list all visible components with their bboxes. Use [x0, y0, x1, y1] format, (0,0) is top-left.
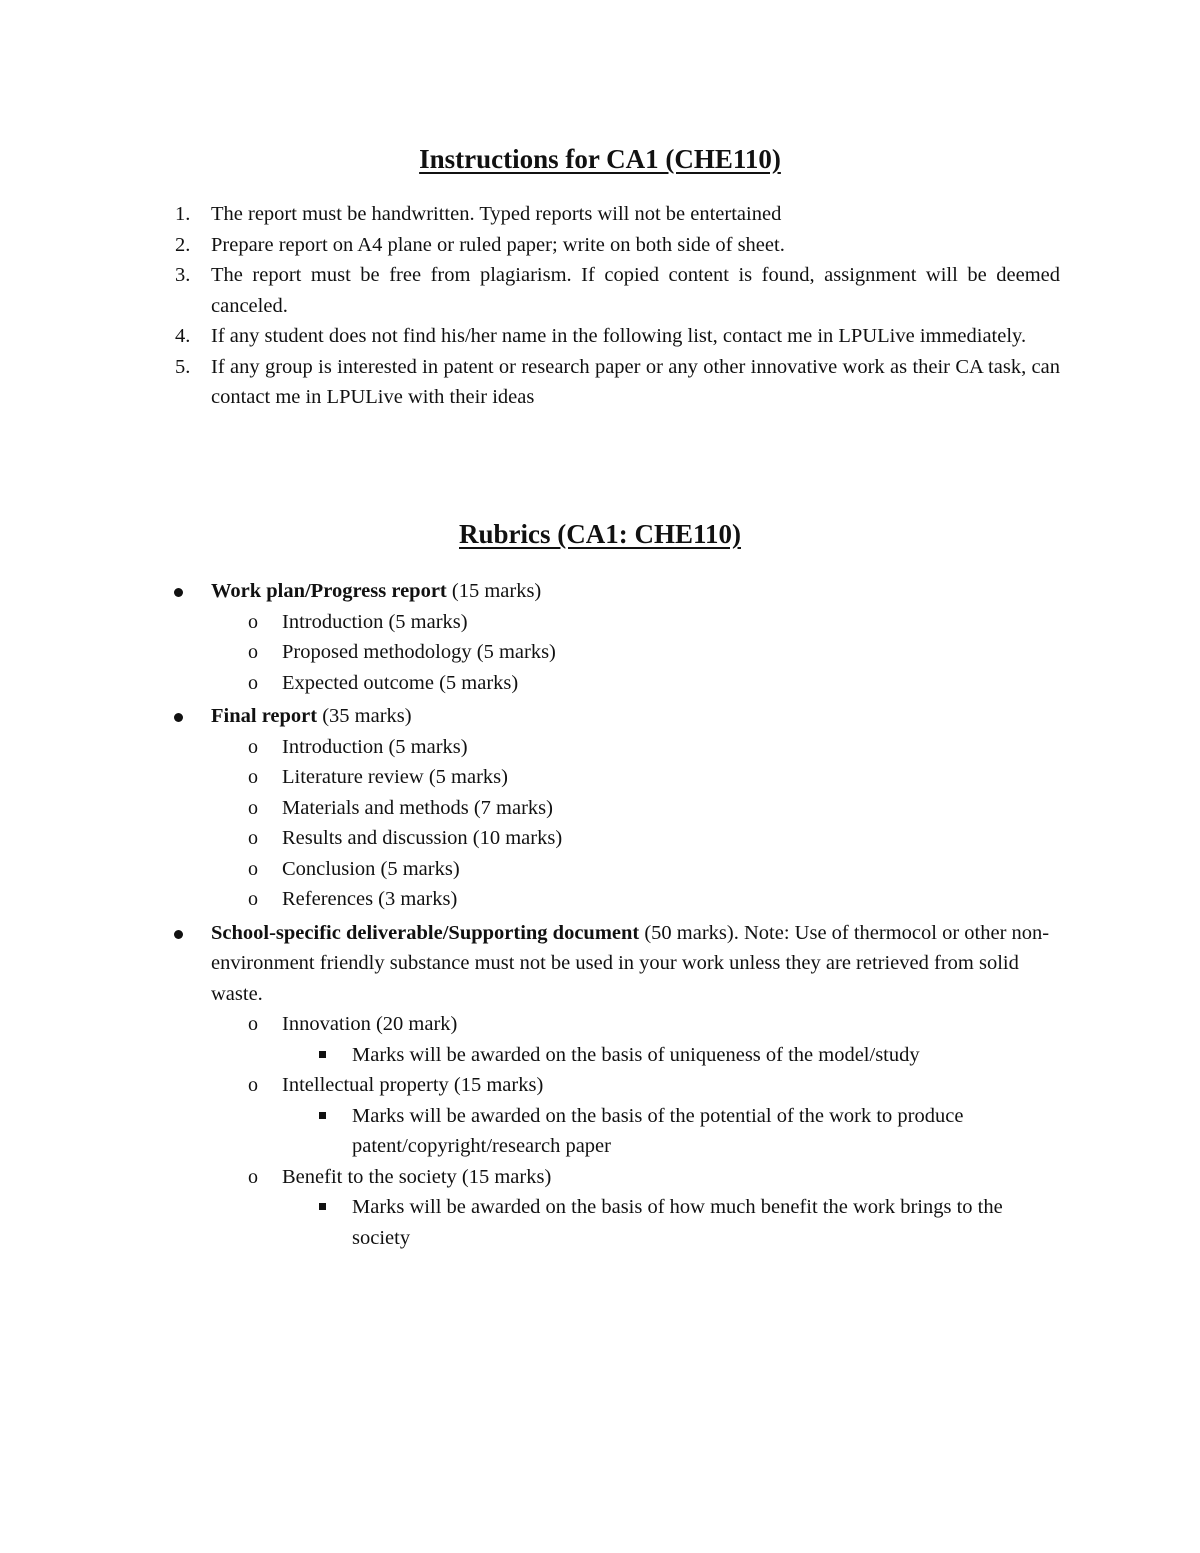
circle-bullet-icon: o: [248, 735, 258, 758]
item-number: 1.: [175, 203, 191, 225]
detail-list: [0, 1192, 1060, 1253]
sub-criterion-text: Expected outcome (5 marks): [282, 671, 519, 694]
detail-text: Marks will be awarded on the basis of how much benefit the work brings to the society: [352, 1196, 1003, 1249]
rubric-section-school-specific: [0, 918, 1060, 1254]
detail-item: [0, 1101, 1060, 1162]
detail-list: [0, 1101, 1060, 1162]
instructions-list: [0, 199, 1200, 413]
item-text: If any group is interested in patent or research paper or any other innovative work as their CA task, can contact me in LPULive with their ideas: [211, 355, 1060, 408]
disc-bullet-icon: [174, 713, 183, 722]
section-marks: (50 marks). Note: Use of thermocol or other non-environment friendly substance must not be used in your work unless they are retrieved from solid waste.: [211, 921, 1050, 1005]
circle-bullet-icon: o: [248, 671, 258, 694]
instructions-title: Instructions for CA1 (CHE110): [419, 144, 781, 174]
rubric-section-final-report: [0, 701, 1060, 915]
sub-criterion: [0, 823, 1060, 854]
square-bullet-icon: [319, 1112, 326, 1119]
instruction-item: [0, 321, 1060, 352]
instruction-item: [0, 230, 1060, 261]
detail-item: [0, 1192, 1060, 1253]
sub-criteria-list: [0, 732, 1060, 915]
sub-criterion-text: Proposed methodology (5 marks): [282, 641, 556, 663]
item-text: The report must be handwritten. Typed reports will not be entertained: [211, 203, 782, 225]
square-bullet-icon: [319, 1203, 326, 1210]
item-number: 4.: [175, 325, 191, 347]
circle-bullet-icon: o: [248, 796, 258, 819]
item-text: Prepare report on A4 plane or ruled paper; write on both side of sheet.: [211, 233, 785, 256]
circle-bullet-icon: o: [248, 888, 258, 910]
item-number: 3.: [175, 264, 191, 286]
circle-bullet-icon: o: [248, 1013, 258, 1035]
section-label: School-specific deliverable/Supporting document: [211, 921, 640, 944]
rubrics-list: [0, 576, 1200, 1256]
circle-bullet-icon: o: [248, 857, 258, 880]
instruction-item: [0, 199, 1060, 230]
disc-bullet-icon: [174, 588, 183, 597]
sub-criterion-text: Introduction (5 marks): [282, 735, 468, 758]
circle-bullet-icon: o: [248, 1074, 258, 1096]
square-bullet-icon: [319, 1051, 326, 1058]
instruction-item: [0, 260, 1060, 321]
sub-criteria-list: [0, 607, 1060, 699]
disc-bullet-icon: [174, 930, 183, 939]
detail-text: Marks will be awarded on the basis of uniqueness of the model/study: [352, 1043, 920, 1066]
sub-criterion: [0, 1070, 1060, 1162]
item-number: 5.: [175, 355, 191, 378]
sub-criterion-text: Results and discussion (10 marks): [282, 827, 563, 849]
item-text: If any student does not find his/her name in the following list, contact me in LPULive immediately.: [211, 325, 1027, 347]
rubrics-title: Rubrics (CA1: CHE110): [459, 519, 741, 549]
detail-item: [0, 1040, 1060, 1071]
sub-criterion-text: Materials and methods (7 marks): [282, 796, 553, 819]
sub-criterion: [0, 1009, 1060, 1070]
item-number: 2.: [175, 233, 191, 256]
section-marks: (15 marks): [446, 580, 542, 602]
section-label: Final report: [211, 705, 318, 727]
sub-criterion: [0, 854, 1060, 885]
sub-criterion-text: References (3 marks): [282, 888, 458, 910]
section-label: Work plan/Progress report: [211, 580, 447, 602]
sub-criterion: [0, 732, 1060, 763]
sub-criterion-text: Intellectual property (15 marks): [282, 1074, 544, 1096]
sub-criterion: [0, 793, 1060, 824]
circle-bullet-icon: o: [248, 610, 258, 633]
instruction-item: [0, 352, 1060, 413]
circle-bullet-icon: o: [248, 641, 258, 663]
sub-criterion: [0, 637, 1060, 668]
sub-criterion-text: Introduction (5 marks): [282, 610, 468, 633]
sub-criterion-text: Benefit to the society (15 marks): [282, 1165, 552, 1188]
sub-criterion: [0, 762, 1060, 793]
item-text: The report must be free from plagiarism. If copied content is found, assignment will be deemed canceled.: [211, 264, 1060, 317]
sub-criterion: [0, 884, 1060, 915]
section-marks: (35 marks): [317, 705, 412, 727]
sub-criterion: [0, 668, 1060, 699]
sub-criterion-text: Conclusion (5 marks): [282, 857, 460, 880]
sub-criterion: [0, 1162, 1060, 1254]
detail-list: [0, 1040, 1060, 1071]
sub-criterion: [0, 607, 1060, 638]
circle-bullet-icon: o: [248, 766, 258, 788]
sub-criterion-text: Literature review (5 marks): [282, 766, 508, 788]
rubric-section-work-plan: [0, 576, 1060, 698]
detail-text: Marks will be awarded on the basis of the potential of the work to produce patent/copyright/research paper: [352, 1104, 964, 1157]
circle-bullet-icon: o: [248, 827, 258, 849]
circle-bullet-icon: o: [248, 1165, 258, 1188]
sub-criteria-list: [0, 1009, 1060, 1253]
sub-criterion-text: Innovation (20 mark): [282, 1013, 458, 1035]
